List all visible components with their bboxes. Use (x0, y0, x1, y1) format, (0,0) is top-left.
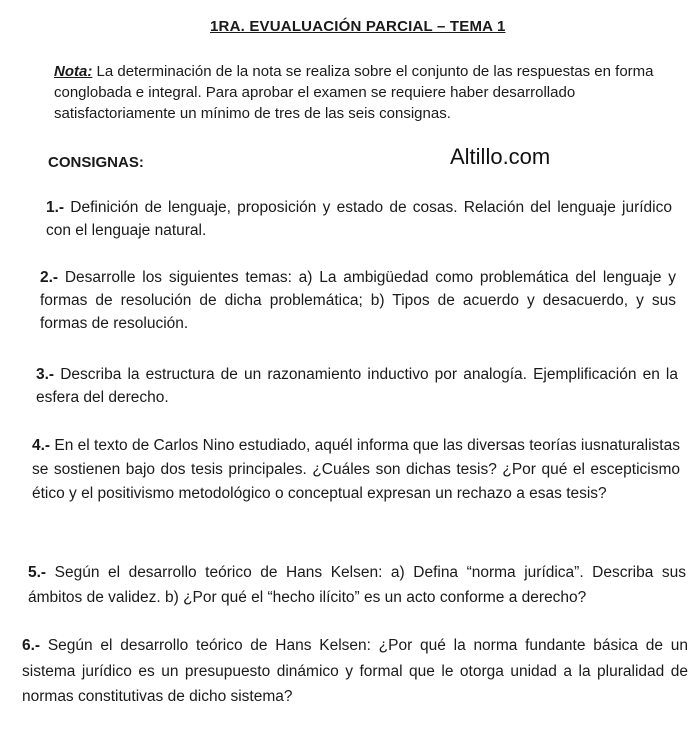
question-item (32, 434, 680, 506)
question-item (36, 363, 678, 409)
question-text: Según el desarrollo teórico de Hans Kelsen: ¿Por qué la norma fundante básica de un sistema jurídico es un presupuesto dinámico y formal que le otorga unidad a la pluralidad de normas constitutivas de dicho sistema? (22, 637, 688, 705)
question-number: 1.- (46, 199, 65, 216)
question-text: En el texto de Carlos Nino estudiado, aquél informa que las diversas teorías iusnaturalistas se sostienen bajo dos tesis principales. ¿Cuáles son dichas tesis? ¿Por qué el escepticismo ético y el positivismo metodológico o conceptual expresan un rechazo a esas tesis? (32, 437, 680, 502)
page-title: 1RA. EVUALUACIÓN PARCIAL – TEMA 1 (210, 18, 506, 35)
question-number: 2.- (40, 269, 59, 286)
question-item (40, 266, 676, 335)
note-label: Nota: (54, 63, 93, 80)
question-text: Según el desarrollo teórico de Hans Kelsen: a) Defina “norma jurídica”. Describa sus ámbitos de validez. b) ¿Por qué el “hecho ilícito” es un acto conforme a derecho? (28, 564, 686, 606)
question-number: 6.- (22, 637, 41, 654)
question-number: 3.- (36, 366, 55, 383)
question-text: Desarrolle los siguientes temas: a) La ambigüedad como problemática del lenguaje y formas de resolución de dicha problemática; b) Tipos de acuerdo y desacuerdo, y sus formas de resolución. (40, 269, 676, 332)
question-item (46, 196, 672, 242)
question-item (22, 633, 688, 710)
note-text: La determinación de la nota se realiza sobre el conjunto de las respuestas en forma conglobada e integral. Para aprobar el examen se requiere haber desarrollado satisfactoriamente un mínimo de tres de las seis consignas. (54, 63, 654, 122)
question-number: 5.- (28, 564, 47, 581)
question-text: Describa la estructura de un razonamiento inductivo por analogía. Ejemplificación en la esfera del derecho. (36, 366, 678, 406)
section-heading: CONSIGNAS: (48, 154, 144, 171)
question-number: 4.- (32, 437, 51, 454)
note-paragraph (54, 61, 674, 124)
watermark: Altillo.com (450, 144, 551, 169)
question-item (28, 560, 686, 610)
question-text: Definición de lenguaje, proposición y estado de cosas. Relación del lenguaje jurídico con el lenguaje natural. (46, 199, 672, 239)
